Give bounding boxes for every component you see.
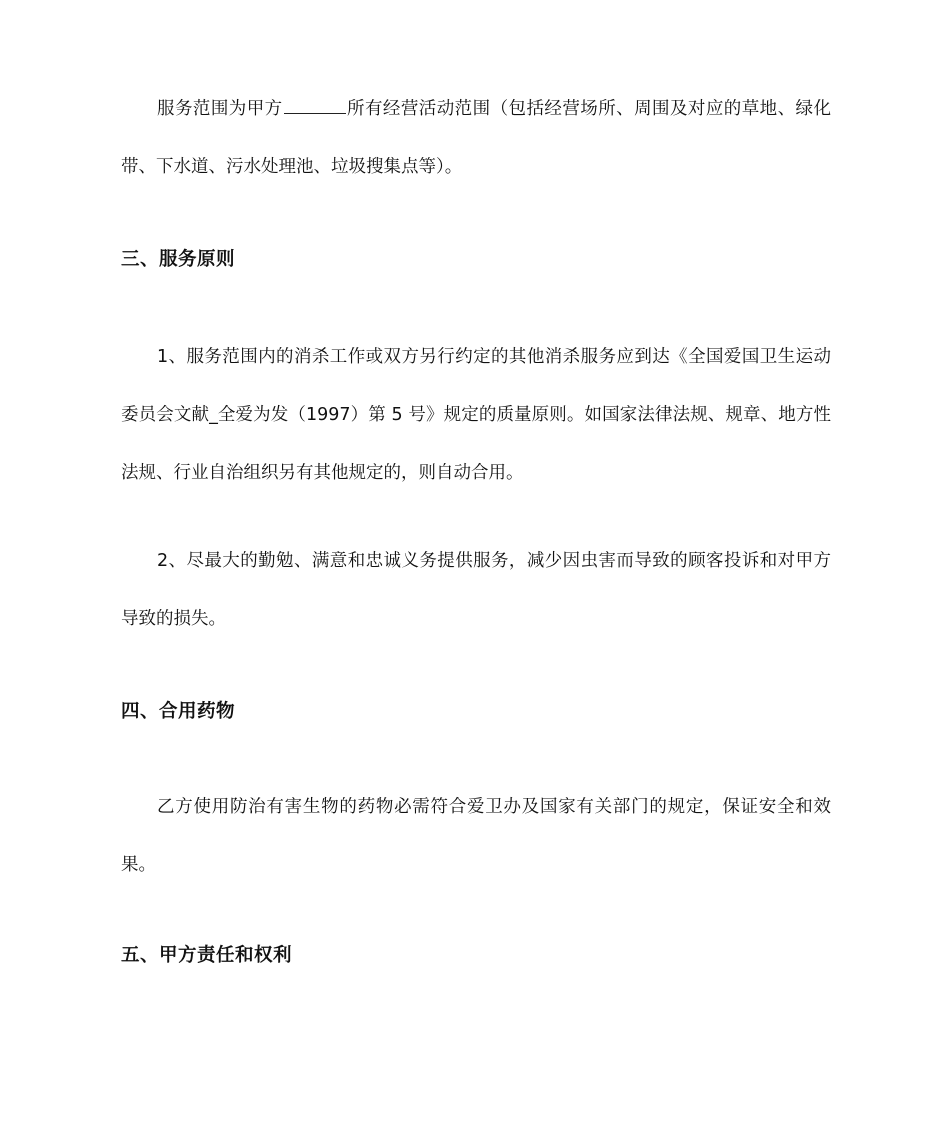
scope-text-before-blank: 服务范围为甲方 bbox=[157, 99, 283, 119]
fill-in-blank bbox=[284, 99, 346, 114]
section-3-item-2: 2、尽最大的勤勉、满意和忠诚义务提供服务，减少因虫害而导致的顾客投诉和对甲方导致的损失。 bbox=[121, 551, 831, 629]
section-3-heading: 三、服务原则 bbox=[121, 249, 236, 270]
section-5-heading: 五、甲方责任和权利 bbox=[121, 945, 293, 966]
scope-paragraph bbox=[121, 80, 831, 196]
section-3-item-1: 1、服务范围内的消杀工作或双方另行约定的其他消杀服务应到达《全国爱国卫生运动委员会文献_全爱为发（1997）第 5 号》规定的质量原则。如国家法律法规、规章、地方性法规、行业自治组织另有其他规定的，则自动合用。 bbox=[121, 347, 831, 483]
section-4-body: 乙方使用防治有害生物的药物必需符合爱卫办及国家有关部门的规定，保证安全和效果。 bbox=[121, 797, 831, 875]
scope-text-after-blank: 所有经营活动范围（包括经营场所、周围及对应的草地、绿化带、下水道、污水处理池、垃圾搜集点等）。 bbox=[121, 99, 832, 177]
section-4-heading: 四、合用药物 bbox=[121, 701, 236, 722]
